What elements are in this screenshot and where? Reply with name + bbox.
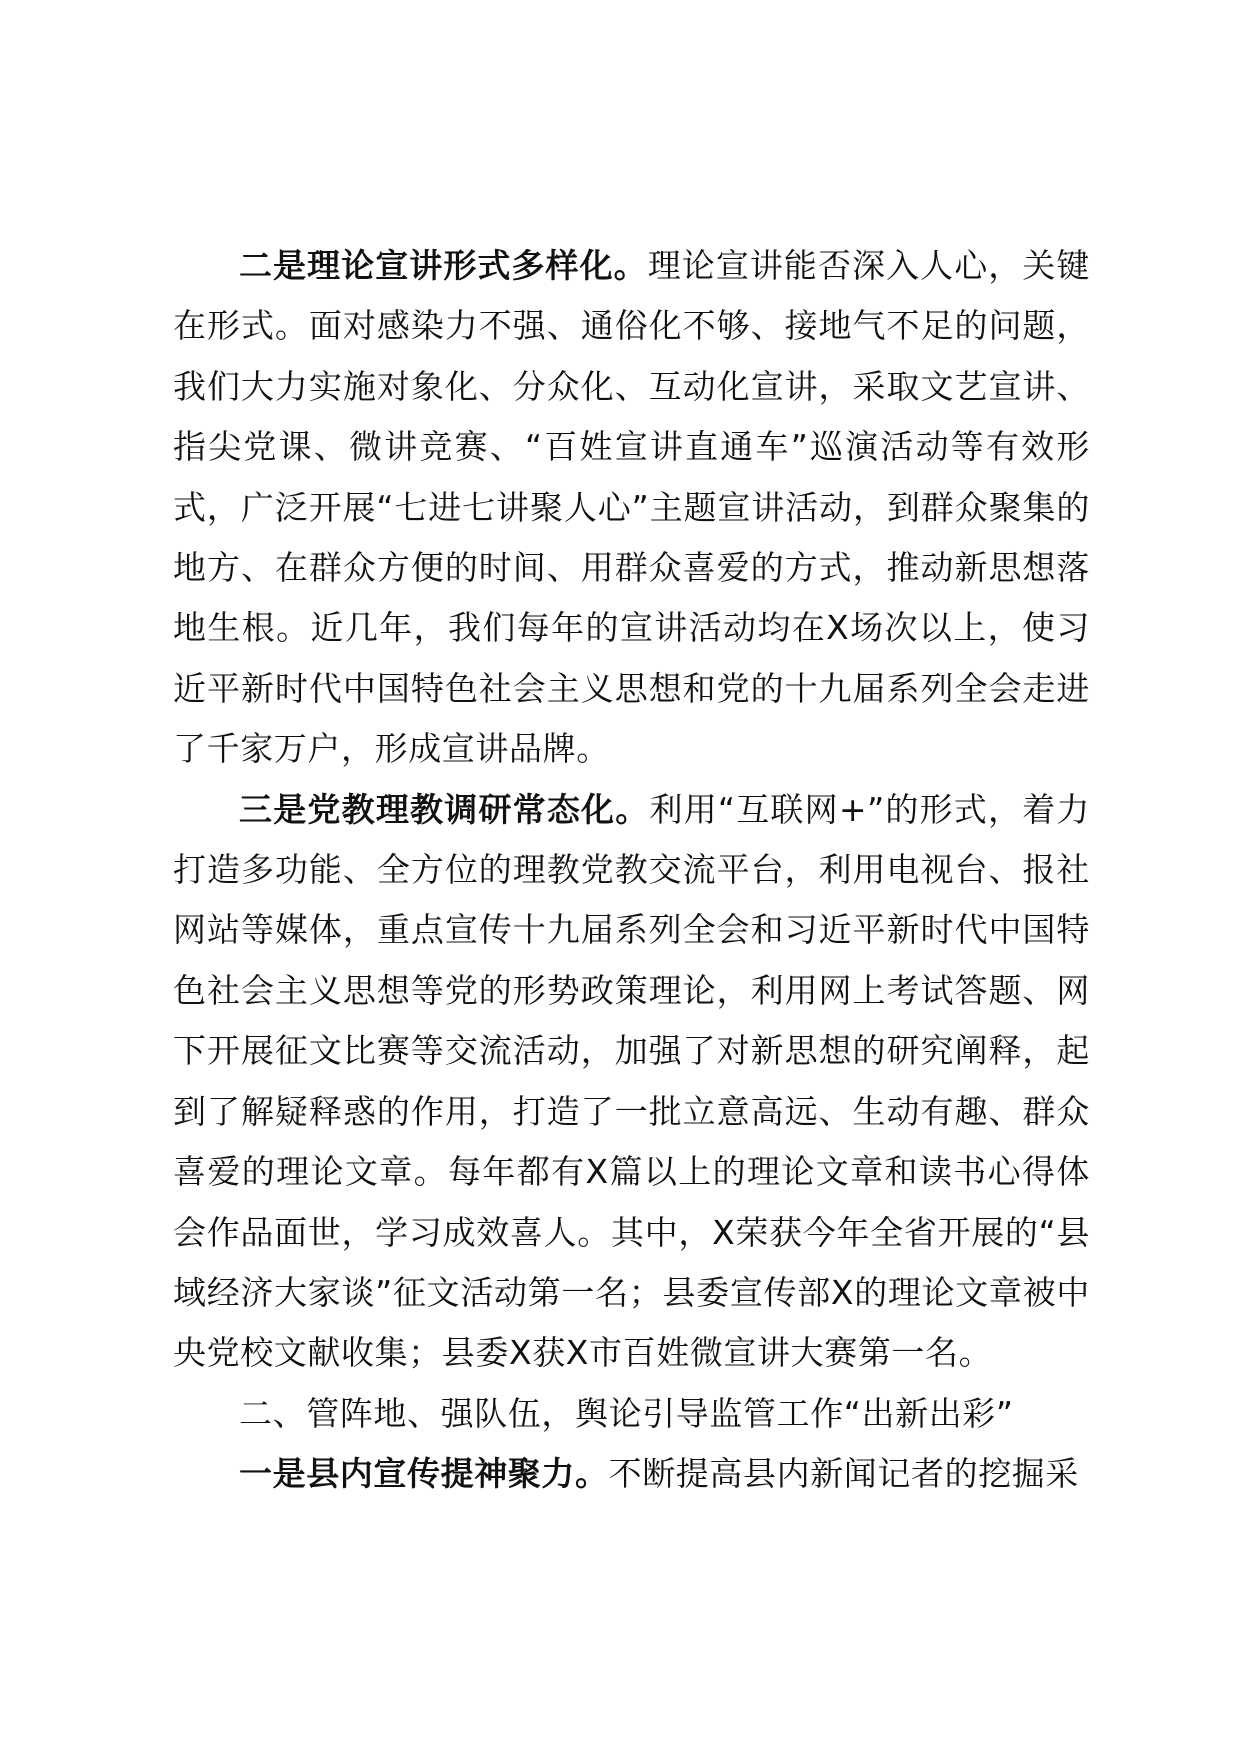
document-body (173, 236, 1090, 1505)
paragraph-lead: 一是县内宣传提神聚力。 (239, 1454, 609, 1494)
paragraph-text: 理论宣讲能否深入人心，关键在形式。面对感染力不强、通俗化不够、接地气不足的问题，我们大力实施对象化、分众化、互动化宣讲，采取文艺宣讲、指尖党课、微讲竞赛、“百姓宣讲直通车”巡演活动等有效形式，广泛开展“七进七讲聚人心”主题宣讲活动，到群众聚集的地方、在群众方便的时间、用群众喜爱的方式，推动新思想落地生根。近几年，我们每年的宣讲活动均在X场次以上，使习近平新时代中国特色社会主义思想和党的十九届系列全会走进了千家万户，形成宣讲品牌。 (173, 246, 1090, 769)
paragraph-party-education (173, 780, 1090, 1384)
paragraph-text: 利用“互联网+”的形式，着力打造多功能、全方位的理教党教交流平台，利用电视台、报社网站等媒体，重点宣传十九届系列全会和习近平新时代中国特色社会主义思想等党的形势政策理论，利用网上考试答题、网下开展征文比赛等交流活动，加强了对新思想的研究阐释，起到了解疑释惑的作用，打造了一批立意高远、生动有趣、群众喜爱的理论文章。每年都有X篇以上的理论文章和读书心得体会作品面世，学习成效喜人。其中，X荣获今年全省开展的“县域经济大家谈”征文活动第一名；县委宣传部X的理论文章被中央党校文献收集；县委X获X市百姓微宣讲大赛第一名。 (173, 789, 1091, 1373)
paragraph-text: 不断提高县内新闻记者的挖掘采 (608, 1454, 1080, 1494)
paragraph-theory-lecture (173, 236, 1090, 780)
paragraph-county-publicity (173, 1444, 1090, 1504)
paragraph-lead: 二是理论宣讲形式多样化。 (239, 246, 648, 285)
section-heading: 二、管阵地、强队伍，舆论引导监管工作“出新出彩” (239, 1393, 1014, 1433)
paragraph-lead: 三是党教理教调研常态化。 (239, 789, 650, 829)
